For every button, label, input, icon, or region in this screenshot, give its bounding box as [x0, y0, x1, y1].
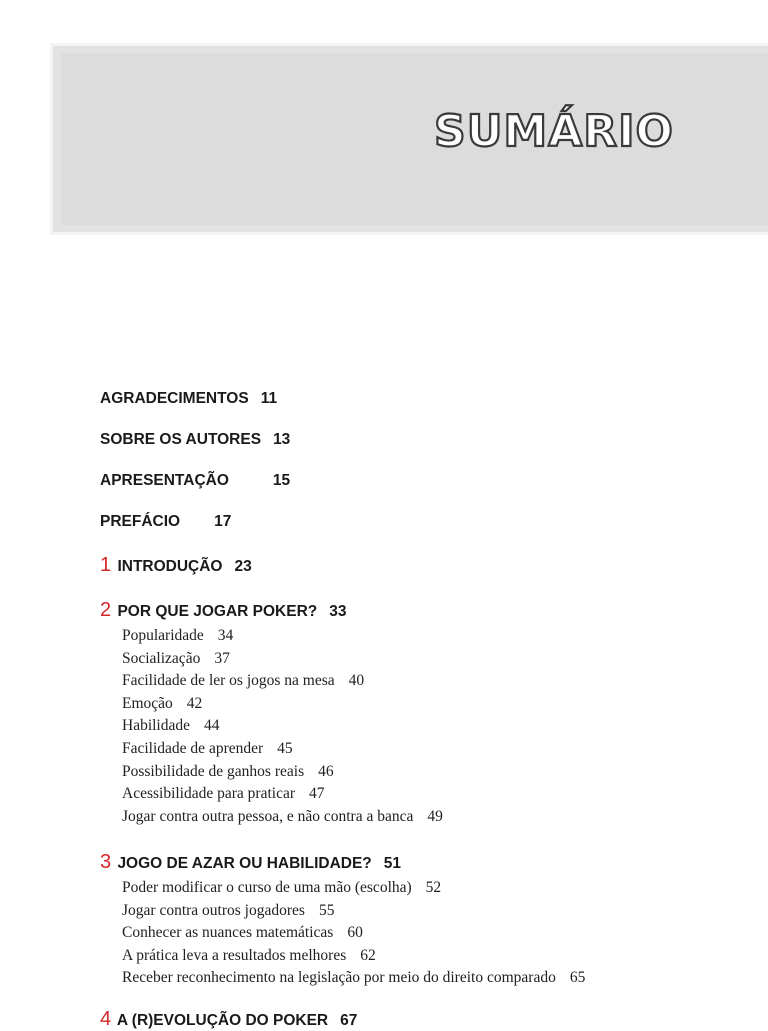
section-label: Poder modificar o curso de uma mão (escolha)	[122, 879, 412, 896]
section-entry[interactable]	[100, 945, 585, 968]
chapter-number: 4	[100, 1008, 112, 1030]
chapter-page: 33	[329, 603, 347, 620]
section-page: 42	[186, 694, 203, 712]
section-entry[interactable]	[100, 648, 443, 671]
section-label: Jogar contra outra pessoa, e não contra a banca	[122, 807, 414, 825]
section-label: Facilidade de aprender	[122, 739, 264, 757]
section-page: 62	[360, 946, 376, 964]
section-entry[interactable]	[100, 625, 443, 648]
section-label: Popularidade	[122, 627, 204, 644]
chapter-page: 67	[340, 1012, 358, 1029]
section-page: 37	[214, 649, 230, 667]
section-label: Receber reconhecimento na legislação por meio do direito comparado	[122, 969, 556, 987]
toc-entry-sobre-os-autores[interactable]	[100, 431, 290, 449]
page-title: SUMÁRIO	[434, 106, 674, 157]
chapter-2-sections	[100, 625, 443, 828]
section-entry[interactable]	[100, 877, 585, 900]
toc-entry-label: APRESENTAÇÃO	[100, 472, 229, 489]
toc-entry-apresentacao[interactable]	[100, 472, 290, 490]
chapter-title: INTRODUÇÃO	[117, 558, 223, 575]
section-entry[interactable]	[100, 783, 443, 806]
section-entry[interactable]	[100, 967, 585, 990]
toc-entry-page: 17	[214, 513, 232, 530]
section-label: A prática leva a resultados melhores	[122, 946, 347, 964]
section-label: Habilidade	[122, 717, 191, 735]
section-page: 49	[427, 807, 443, 825]
section-label: Socialização	[122, 649, 201, 667]
chapter-number: 2	[100, 599, 112, 621]
toc-entry-page: 15	[272, 472, 291, 489]
toc-chapter-3[interactable]	[100, 851, 401, 874]
toc-entry-page: 11	[260, 390, 278, 407]
section-page: 65	[569, 969, 586, 987]
toc-chapter-1[interactable]	[100, 554, 252, 577]
section-entry[interactable]	[100, 670, 443, 693]
toc-entry-agradecimentos[interactable]	[100, 390, 277, 408]
section-page: 45	[277, 739, 293, 757]
section-page: 47	[309, 785, 325, 803]
chapter-title: JOGO DE AZAR OU HABILIDADE?	[117, 855, 372, 872]
section-entry[interactable]	[100, 693, 443, 716]
section-entry[interactable]	[100, 715, 443, 738]
chapter-number: 3	[100, 851, 112, 873]
chapter-number: 1	[100, 554, 112, 576]
toc-chapter-2[interactable]	[100, 599, 347, 622]
chapter-title: POR QUE JOGAR POKER?	[117, 603, 318, 620]
toc-entry-page: 13	[273, 431, 291, 448]
section-page: 52	[425, 879, 442, 896]
section-label: Acessibilidade para praticar	[122, 785, 295, 803]
toc-entry-label: SOBRE OS AUTORES	[100, 431, 262, 448]
section-label: Conhecer as nuances matemáticas	[122, 924, 334, 942]
section-page: 34	[217, 627, 234, 644]
section-label: Possibilidade de ganhos reais	[122, 762, 305, 780]
toc-chapter-4[interactable]	[100, 1008, 357, 1031]
section-page: 60	[347, 924, 363, 942]
section-entry[interactable]	[100, 922, 585, 945]
section-page: 44	[204, 717, 220, 735]
chapter-page: 23	[234, 558, 252, 575]
section-page: 55	[318, 901, 335, 919]
section-entry[interactable]	[100, 761, 443, 784]
chapter-page: 51	[383, 855, 402, 872]
section-label: Facilidade de ler os jogos na mesa	[122, 672, 335, 690]
section-label: Jogar contra outros jogadores	[122, 901, 305, 919]
toc-entry-prefacio[interactable]	[100, 513, 231, 531]
section-entry[interactable]	[100, 738, 443, 761]
section-label: Emoção	[122, 694, 173, 712]
section-page: 40	[348, 672, 365, 690]
section-entry[interactable]	[100, 900, 585, 923]
toc-entry-label: PREFÁCIO	[100, 513, 181, 530]
chapter-3-sections	[100, 877, 585, 990]
chapter-title: A (R)EVOLUÇÃO DO POKER	[116, 1012, 329, 1029]
section-page: 46	[318, 762, 334, 780]
toc-entry-label: AGRADECIMENTOS	[100, 390, 249, 407]
section-entry[interactable]	[100, 806, 443, 829]
